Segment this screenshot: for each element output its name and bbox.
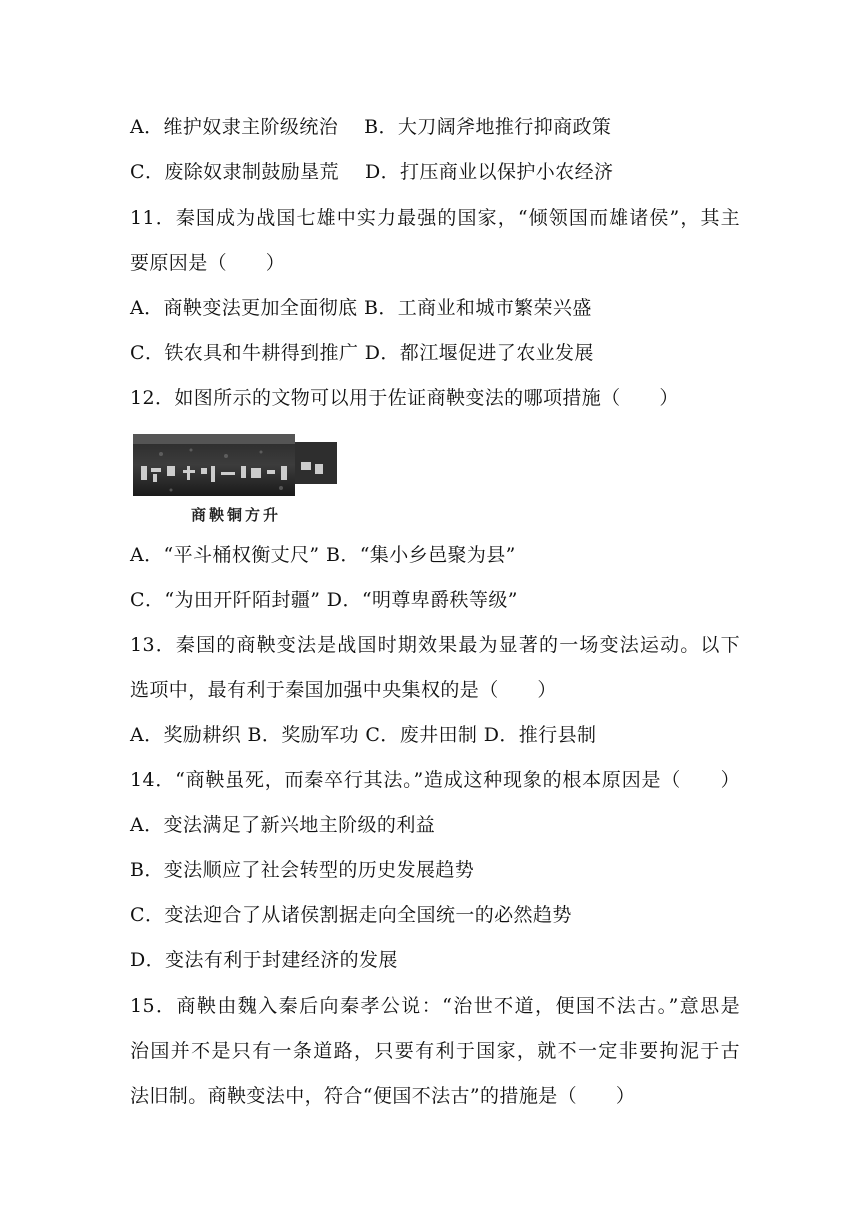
bronze-measure-image — [131, 432, 339, 502]
q13-stem-line-2: 选项中，最有利于秦国加强中央集权的是（ ） — [130, 679, 557, 701]
q14-stem: 14．“商鞅虽死，而秦卒行其法。”造成这种现象的根本原因是（ ） — [130, 769, 740, 791]
q11-stem-line-2: 要原因是（ ） — [130, 252, 286, 274]
q14-option-c: C．变法迎合了从诸侯割据走向全国统一的必然趋势 — [130, 904, 572, 926]
q14-option-b: B．变法顺应了社会转型的历史发展趋势 — [130, 859, 475, 881]
q11-options-ab: A．商鞅变法更加全面彻底 B．工商业和城市繁荣兴盛 — [130, 297, 592, 319]
q11-stem-line-1: 11．秦国成为战国七雄中实力最强的国家，“倾领国而雄诸侯”，其主 — [130, 207, 740, 229]
q14-option-a: A．变法满足了新兴地主阶级的利益 — [130, 814, 436, 836]
q10-option-c: C．废除奴隶制鼓励垦荒 — [130, 161, 339, 183]
q10-option-d: D．打压商业以保护小农经济 — [364, 161, 614, 183]
q12-stem: 12．如图所示的文物可以用于佐证商鞅变法的哪项措施（ ） — [130, 387, 679, 409]
q14-option-d: D．变法有利于封建经济的发展 — [130, 949, 398, 971]
q12-options-ab: A．“平斗桶权衡丈尺” B．“集小乡邑聚为县” — [130, 544, 516, 566]
q13-stem-line-1: 13．秦国的商鞅变法是战国时期效果最为显著的一场变法运动。以下 — [130, 634, 740, 656]
q10-option-b: B．大刀阔斧地推行抑商政策 — [364, 116, 612, 138]
q12-options-cd: C．“为田开阡陌封疆” D．“明尊卑爵秩等级” — [130, 589, 518, 611]
bronze-measure-figure — [131, 432, 339, 524]
q10-option-a: A．维护奴隶主阶级统治 — [130, 116, 339, 138]
q15-stem-line-2: 治国并不是只有一条道路，只要有利于国家，就不一定非要拘泥于古 — [130, 1040, 740, 1062]
q15-stem-line-3: 法旧制。商鞅变法中，符合“便国不法古”的措施是（ ） — [130, 1085, 636, 1107]
q13-options: A．奖励耕织 B．奖励军功 C．废井田制 D．推行县制 — [130, 724, 597, 746]
q15-stem-line-1: 15．商鞅由魏入秦后向秦孝公说：“治世不道，便国不法古。”意思是 — [130, 995, 740, 1017]
q11-options-cd: C．铁农具和牛耕得到推广 D．都江堰促进了农业发展 — [130, 342, 594, 364]
figure-caption: 商鞅铜方升 — [190, 506, 281, 524]
q10-options-ab — [130, 115, 740, 139]
q10-options-cd — [130, 160, 740, 184]
